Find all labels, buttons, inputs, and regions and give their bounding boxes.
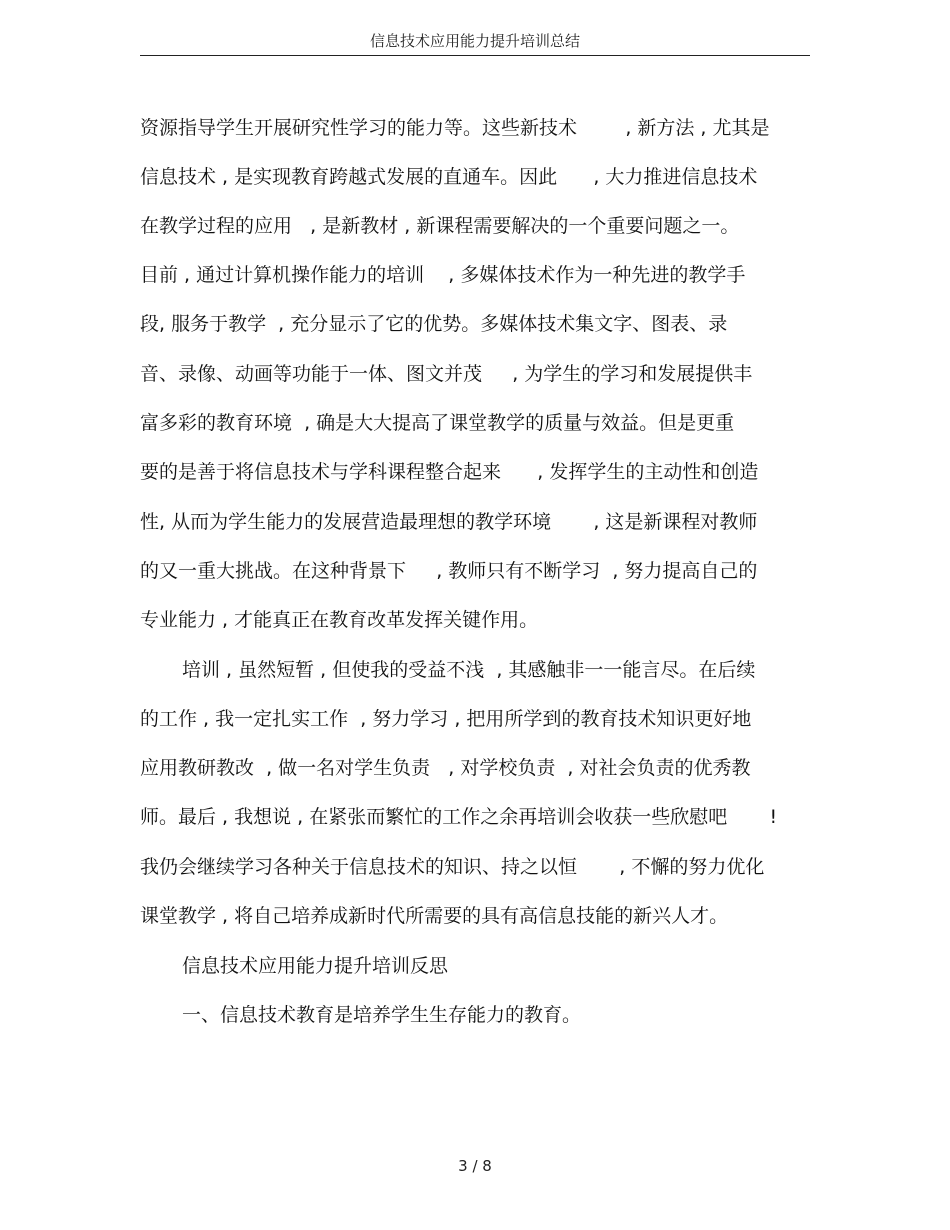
body-line: 富多彩的教育环境 , 确是大大提高了课堂教学的质量与效益。但是更重 <box>140 412 735 434</box>
body-line: 专业能力 , 才能真正在教育改革发挥关键作用。 <box>140 609 539 631</box>
body-line: 的工作 , 我一定扎实工作 , 努力学习 , 把用所学到的教育技术知识更好地 <box>140 708 752 730</box>
body-line: 应用教研教改 , 做一名对学生负责 , 对学校负责 , 对社会负责的优秀教 <box>140 757 751 779</box>
body-line: 课堂教学 , 将自己培养成新时代所需要的具有高信息技能的新兴人才。 <box>140 905 729 927</box>
body-line: 在教学过程的应用 , 是新教材 , 新课程需要解决的一个重要问题之一。 <box>140 215 740 237</box>
body-line: 性, 从而为学生能力的发展营造最理想的教学环境 , 这是新课程对教师 <box>140 511 758 533</box>
body-line: 资源指导学生开展研究性学习的能力等。这些新技术 , 新方法 , 尤其是 <box>140 117 770 139</box>
body-line: 音、录像、动画等功能于一体、图文并茂 , 为学生的学习和发展提供丰 <box>140 363 753 385</box>
body-line: 目前 , 通过计算机操作能力的培训 , 多媒体技术作为一种先进的教学手 <box>140 264 746 286</box>
header-divider <box>140 55 810 56</box>
page-header-title: 信息技术应用能力提升培训总结 <box>369 32 580 50</box>
paragraph-first-line: 培训 , 虽然短暂 , 但使我的受益不浅 , 其感触非一一能言尽。在后续 <box>182 659 756 681</box>
body-line: 的又一重大挑战。在这种背景下 , 教师只有不断学习 , 努力提高自己的 <box>140 560 758 582</box>
subsection-heading: 一、信息技术教育是培养学生生存能力的教育。 <box>182 1004 582 1026</box>
section-heading: 信息技术应用能力提升培训反思 <box>182 955 449 977</box>
body-line: 信息技术 , 是实现教育跨越式发展的直通车。因此 , 大力推进信息技术 <box>140 166 758 188</box>
body-line: 师。最后 , 我想说 , 在紧张而繁忙的工作之余再培训会收获一些欣慰吧 ! <box>140 806 778 828</box>
body-line: 段, 服务于教学 , 充分显示了它的优势。多媒体技术集文字、图表、录 <box>140 313 728 335</box>
page-number: 3 / 8 <box>458 1157 492 1175</box>
body-line: 要的是善于将信息技术与学科课程整合起来 , 发挥学生的主动性和创造 <box>140 461 759 483</box>
body-line: 我仍会继续学习各种关于信息技术的知识、持之以恒 , 不懈的努力优化 <box>140 856 765 878</box>
